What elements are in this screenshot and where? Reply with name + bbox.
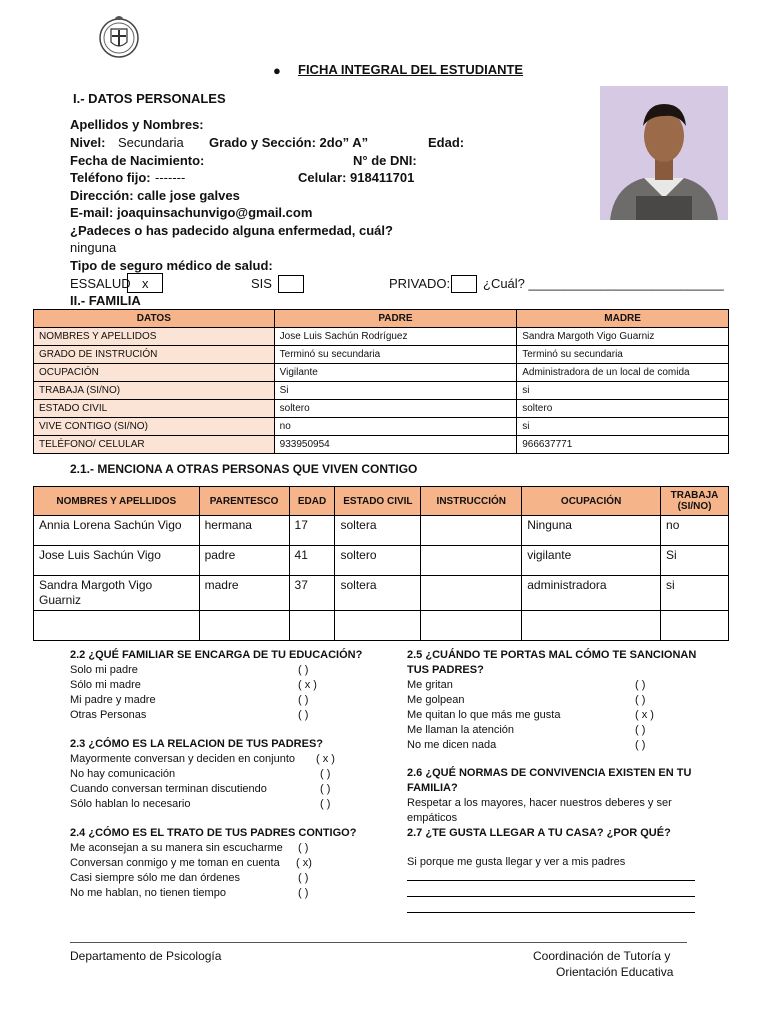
cell-parentesco: hermana: [199, 516, 289, 546]
option-mark: ( x ): [316, 753, 335, 765]
question-title: 2.6 ¿QUÉ NORMAS DE CONVIVENCIA EXISTEN EN TU: [407, 767, 692, 779]
option-label: No hay comunicación: [70, 768, 176, 780]
header-edad: EDAD: [289, 487, 335, 516]
header-parentesco: PARENTESCO: [199, 487, 289, 516]
table-header-row: [34, 487, 729, 516]
option-label: Me aconsejan a su manera sin escucharme: [70, 842, 283, 854]
cell-trabaja: si: [661, 576, 729, 611]
bullet: ●: [273, 63, 281, 78]
option-row[interactable]: [70, 886, 390, 901]
question-title: 2.7 ¿TE GUSTA LLEGAR A TU CASA? ¿POR QUÉ?: [407, 827, 671, 839]
madre-cell: soltero: [517, 400, 729, 418]
field-nombres: Apellidos y Nombres:: [70, 117, 204, 132]
answer-text: Si porque me gusta llegar y ver a mis padres: [407, 856, 626, 868]
madre-cell: Administradora de un local de comida: [517, 364, 729, 382]
row-label: VIVE CONTIGO (SI/NO): [34, 418, 275, 436]
header-datos: DATOS: [34, 310, 275, 328]
header-nombres: NOMBRES Y APELLIDOS: [34, 487, 200, 516]
padre-cell: soltero: [274, 400, 517, 418]
row-label: TRABAJA (SI/NO): [34, 382, 275, 400]
option-mark: ( ): [298, 664, 309, 676]
option-label: Me golpean: [407, 694, 465, 706]
table-row: [34, 611, 729, 641]
cell-ocupacion: [522, 611, 661, 641]
field-telefono-value: -------: [155, 170, 186, 185]
option-label: Mi padre y madre: [70, 694, 156, 706]
cell-estado-civil: [335, 611, 421, 641]
header-instruccion: INSTRUCCIÓN: [421, 487, 522, 516]
cell-parentesco: [199, 611, 289, 641]
footer-divider: [70, 942, 687, 943]
privado-checkbox[interactable]: [451, 275, 477, 293]
cell-trabaja: [661, 611, 729, 641]
table-row: [34, 364, 729, 382]
table-row: [34, 576, 729, 611]
header-madre: MADRE: [517, 310, 729, 328]
row-label: TELÉFONO/ CELULAR: [34, 436, 275, 454]
option-row[interactable]: [407, 693, 717, 708]
field-nivel-value: Secundaria: [118, 135, 184, 150]
cell-nombres: [34, 611, 200, 641]
option-mark: ( ): [298, 887, 309, 899]
page-title: FICHA INTEGRAL DEL ESTUDIANTE: [298, 62, 524, 77]
question-2-3: [70, 737, 390, 812]
option-mark: ( ): [298, 709, 309, 721]
essalud-mark: x: [142, 276, 149, 291]
table-row: [34, 382, 729, 400]
cell-edad: 41: [289, 546, 335, 576]
option-label: Conversan conmigo y me toman en cuenta: [70, 857, 280, 869]
question-title-cont: TUS PADRES?: [407, 664, 484, 676]
footer-right-line1: Coordinación de Tutoría y: [533, 949, 671, 963]
option-row[interactable]: [407, 723, 717, 738]
field-email: E-mail: joaquinsachunvigo@gmail.com: [70, 205, 313, 220]
cell-edad: 37: [289, 576, 335, 611]
field-enfermedad-question: ¿Padeces o has padecido alguna enfermedad, cuál?: [70, 223, 393, 238]
question-title: 2.5 ¿CUÁNDO TE PORTAS MAL CÓMO TE SANCIONAN: [407, 649, 697, 661]
field-fecha: Fecha de Nacimiento:: [70, 153, 205, 168]
field-telefono-label: Teléfono fijo:: [70, 170, 151, 185]
table-row: [34, 400, 729, 418]
cell-parentesco: padre: [199, 546, 289, 576]
question-title: 2.3 ¿CÓMO ES LA RELACION DE TUS PADRES?: [70, 738, 324, 750]
row-label: ESTADO CIVIL: [34, 400, 275, 418]
option-label: No me hablan, no tienen tiempo: [70, 887, 226, 899]
option-mark: ( x): [296, 857, 312, 869]
option-row[interactable]: [70, 663, 390, 678]
section-familia-title: II.- FAMILIA: [70, 293, 141, 308]
cell-instruccion: [421, 576, 522, 611]
answer-line: [407, 880, 695, 881]
field-edad: Edad:: [428, 135, 465, 150]
row-label: OCUPACIÓN: [34, 364, 275, 382]
cell-instruccion: [421, 516, 522, 546]
cell-nombres: Annia Lorena Sachún Vigo: [34, 516, 200, 546]
option-row[interactable]: [70, 708, 390, 723]
student-photo: [600, 86, 728, 220]
cual-field: ¿Cuál? ___________________________: [483, 276, 724, 291]
option-mark: ( ): [635, 739, 646, 751]
option-mark: ( ): [298, 842, 309, 854]
option-row[interactable]: [407, 708, 717, 723]
table-header-row: [34, 310, 729, 328]
padre-cell: no: [274, 418, 517, 436]
question-title: 2.4 ¿CÓMO ES EL TRATO DE TUS PADRES CONTIGO?: [70, 827, 357, 839]
field-grado: Grado y Sección: 2do” A”: [209, 135, 369, 150]
essalud-checkbox[interactable]: [127, 273, 163, 293]
row-label: GRADO DE INSTRUCIÓN: [34, 346, 275, 364]
header-ocupacion: OCUPACIÓN: [522, 487, 661, 516]
field-celular: Celular: 918411701: [298, 170, 415, 185]
option-mark: ( ): [320, 768, 331, 780]
cell-trabaja: Si: [661, 546, 729, 576]
sis-checkbox[interactable]: [278, 275, 304, 293]
option-row[interactable]: [70, 841, 390, 856]
answer-text: Respetar a los mayores, hacer nuestros deberes y ser: [407, 797, 672, 809]
question-title: 2.2 ¿QUÉ FAMILIAR SE ENCARGA DE TU EDUCACIÓN?: [70, 649, 363, 661]
option-label: Sólo mi madre: [70, 679, 141, 691]
option-row[interactable]: [70, 693, 390, 708]
answer-line: [407, 896, 695, 897]
family-table: [33, 309, 729, 454]
table-row: [34, 418, 729, 436]
padre-cell: Terminó su secundaria: [274, 346, 517, 364]
cell-parentesco: madre: [199, 576, 289, 611]
privado-label: PRIVADO:: [389, 276, 451, 291]
option-mark: ( ): [298, 694, 309, 706]
question-2-7: [407, 826, 717, 870]
option-mark: ( ): [298, 872, 309, 884]
answer-line: [407, 912, 695, 913]
footer-right-line2: Orientación Educativa: [556, 965, 674, 979]
option-mark: ( ): [635, 679, 646, 691]
padre-cell: Vigilante: [274, 364, 517, 382]
option-row[interactable]: [70, 856, 390, 871]
option-mark: ( x ): [635, 709, 654, 721]
essalud-label: ESSALUD: [70, 276, 131, 291]
option-row[interactable]: [70, 752, 390, 767]
cell-instruccion: [421, 611, 522, 641]
cell-estado-civil: soltero: [335, 546, 421, 576]
table-row: [34, 346, 729, 364]
option-mark: ( ): [320, 783, 331, 795]
cell-nombres: Jose Luis Sachún Vigo: [34, 546, 200, 576]
header-trabaja: TRABAJA (SI/NO): [661, 487, 729, 516]
madre-cell: 966637771: [517, 436, 729, 454]
section-others-title: 2.1.- MENCIONA A OTRAS PERSONAS QUE VIVEN CONTIGO: [70, 462, 418, 476]
option-row[interactable]: [70, 767, 390, 782]
option-label: Me gritan: [407, 679, 453, 691]
option-mark: ( ): [320, 798, 331, 810]
others-table: [33, 486, 729, 641]
cell-trabaja: no: [661, 516, 729, 546]
option-row[interactable]: [70, 678, 390, 693]
table-row: [34, 436, 729, 454]
padre-cell: 933950954: [274, 436, 517, 454]
cell-edad: 17: [289, 516, 335, 546]
section-personal-title: I.- DATOS PERSONALES: [73, 91, 226, 106]
padre-cell: Si: [274, 382, 517, 400]
row-label: NOMBRES Y APELLIDOS: [34, 328, 275, 346]
cell-instruccion: [421, 546, 522, 576]
option-label: Me llaman la atención: [407, 724, 515, 736]
question-2-4: [70, 826, 390, 901]
madre-cell: Terminó su secundaria: [517, 346, 729, 364]
table-row: [34, 328, 729, 346]
option-label: No me dicen nada: [407, 739, 497, 751]
option-mark: ( x ): [298, 679, 317, 691]
table-row: [34, 516, 729, 546]
option-label: Mayormente conversan y deciden en conjunto: [70, 753, 296, 765]
option-mark: ( ): [635, 694, 646, 706]
option-row[interactable]: [407, 738, 717, 753]
sis-label: SIS: [251, 276, 272, 291]
field-dni: N° de DNI:: [353, 153, 417, 168]
padre-cell: Jose Luis Sachún Rodríguez: [274, 328, 517, 346]
cell-edad: [289, 611, 335, 641]
madre-cell: si: [517, 418, 729, 436]
option-label: Cuando conversan terminan discutiendo: [70, 783, 267, 795]
field-enfermedad-answer: ninguna: [70, 240, 117, 255]
footer-left: Departamento de Psicología: [70, 949, 222, 963]
header-estado-civil: ESTADO CIVIL: [335, 487, 421, 516]
cell-ocupacion: Ninguna: [522, 516, 661, 546]
answer-text-cont: empáticos: [407, 812, 458, 824]
header-padre: PADRE: [274, 310, 517, 328]
field-nivel-label: Nivel:: [70, 135, 106, 150]
cell-ocupacion: administradora: [522, 576, 661, 611]
option-label: Otras Personas: [70, 709, 147, 721]
table-row: [34, 546, 729, 576]
cell-estado-civil: soltera: [335, 516, 421, 546]
option-mark: ( ): [635, 724, 646, 736]
option-row[interactable]: [70, 871, 390, 886]
cell-estado-civil: soltera: [335, 576, 421, 611]
madre-cell: si: [517, 382, 729, 400]
option-label: Me quitan lo que más me gusta: [407, 709, 561, 721]
cell-ocupacion: vigilante: [522, 546, 661, 576]
option-label: Casi siempre sólo me dan órdenes: [70, 872, 240, 884]
question-2-6: [407, 766, 717, 826]
question-2-5: [407, 648, 717, 753]
school-crest-icon: [96, 14, 142, 58]
question-2-2: [70, 648, 390, 723]
madre-cell: Sandra Margoth Vigo Guarniz: [517, 328, 729, 346]
option-row[interactable]: [70, 782, 390, 797]
question-title-cont: FAMILIA?: [407, 782, 458, 794]
field-direccion: Dirección: calle jose galves: [70, 188, 240, 203]
option-row[interactable]: [70, 797, 390, 812]
option-label: Solo mi padre: [70, 664, 138, 676]
cell-nombres: Sandra Margoth Vigo Guarniz: [34, 576, 200, 611]
option-label: Sólo hablan lo necesario: [70, 798, 191, 810]
field-seguro: Tipo de seguro médico de salud:: [70, 258, 273, 273]
option-row[interactable]: [407, 678, 717, 693]
